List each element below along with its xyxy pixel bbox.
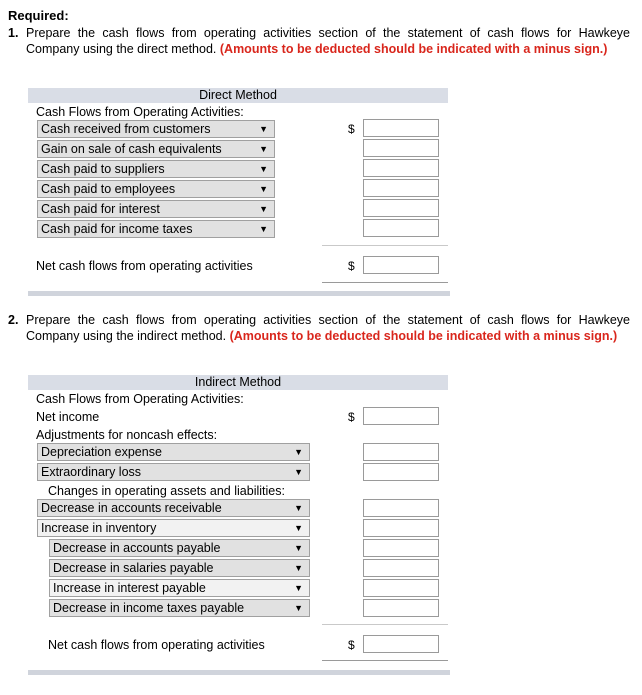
- liability-change-amount-input-1[interactable]: [363, 539, 439, 557]
- q1-select-1-value: Cash received from customers: [41, 122, 211, 136]
- q1-amount-input-5[interactable]: [363, 199, 439, 217]
- adjustment-select-2-value: Extraordinary loss: [41, 465, 142, 479]
- asset-change-select-2[interactable]: [37, 519, 310, 537]
- net-income-input[interactable]: [363, 407, 439, 425]
- liability-change-select-1[interactable]: [49, 539, 310, 557]
- q1-total-currency-sign: $: [348, 259, 355, 273]
- q1-select-6-value: Cash paid for income taxes: [41, 222, 193, 236]
- q1-amount-input-1[interactable]: [363, 119, 439, 137]
- chevron-down-icon: ▼: [259, 224, 268, 234]
- q1-currency-sign: $: [348, 122, 355, 136]
- q2-section-label: Cash Flows from Operating Activities:: [36, 392, 244, 406]
- chevron-down-icon: ▼: [259, 124, 268, 134]
- q2-instructions: [8, 312, 630, 344]
- net-income-currency-sign: $: [348, 410, 355, 424]
- liability-change-select-3-value: Increase in interest payable: [53, 581, 206, 595]
- q1-instructions: [8, 25, 630, 57]
- q2-total-rule: [322, 660, 448, 661]
- liability-change-select-2-value: Decrease in salaries payable: [53, 561, 214, 575]
- q1-total-input[interactable]: [363, 256, 439, 274]
- chevron-down-icon: ▼: [259, 184, 268, 194]
- adjustment-select-1[interactable]: [37, 443, 310, 461]
- adjustment-amount-input-2[interactable]: [363, 463, 439, 481]
- q1-select-5-value: Cash paid for interest: [41, 202, 160, 216]
- adjustment-select-1-value: Depreciation expense: [41, 445, 162, 459]
- chevron-down-icon: ▼: [294, 503, 303, 513]
- q1-number: 1.: [8, 26, 19, 40]
- liability-change-select-2[interactable]: [49, 559, 310, 577]
- asset-change-select-2-value: Increase in inventory: [41, 521, 157, 535]
- asset-change-select-1-value: Decrease in accounts receivable: [41, 501, 222, 515]
- q1-amount-input-4[interactable]: [363, 179, 439, 197]
- q2-total-input[interactable]: [363, 635, 439, 653]
- q1-total-label: Net cash flows from operating activities: [36, 259, 253, 273]
- q1-amount-input-6[interactable]: [363, 219, 439, 237]
- indirect-method-header: Indirect Method: [28, 375, 448, 390]
- direct-method-header: Direct Method: [28, 88, 448, 103]
- q1-select-3-value: Cash paid to suppliers: [41, 162, 165, 176]
- adjustment-amount-input-1[interactable]: [363, 443, 439, 461]
- q1-select-5[interactable]: [37, 200, 275, 218]
- q2-number: 2.: [8, 313, 19, 327]
- liability-change-amount-input-4[interactable]: [363, 599, 439, 617]
- q1-text: Prepare the cash flows from operating activities section of the statement of cash flows for Hawkeye Company using the direct method.: [26, 26, 630, 56]
- chevron-down-icon: ▼: [259, 164, 268, 174]
- chevron-down-icon: ▼: [294, 543, 303, 553]
- chevron-down-icon: ▼: [259, 144, 268, 154]
- liability-change-select-1-value: Decrease in accounts payable: [53, 541, 221, 555]
- q1-select-3[interactable]: [37, 160, 275, 178]
- asset-change-amount-input-2[interactable]: [363, 519, 439, 537]
- chevron-down-icon: ▼: [294, 523, 303, 533]
- changes-label: Changes in operating assets and liabilities:: [48, 484, 285, 498]
- q2-total-currency-sign: $: [348, 638, 355, 652]
- q1-amount-input-3[interactable]: [363, 159, 439, 177]
- q1-note: (Amounts to be deducted should be indicated with a minus sign.): [219, 42, 608, 56]
- adjustment-select-2[interactable]: [37, 463, 310, 481]
- q1-select-4[interactable]: [37, 180, 275, 198]
- q1-select-4-value: Cash paid to employees: [41, 182, 176, 196]
- q2-bottom-divider: [28, 670, 450, 675]
- q2-total-label: Net cash flows from operating activities: [48, 638, 265, 652]
- chevron-down-icon: ▼: [259, 204, 268, 214]
- liability-change-select-4[interactable]: [49, 599, 310, 617]
- q1-section-label: Cash Flows from Operating Activities:: [36, 105, 244, 119]
- liability-change-amount-input-3[interactable]: [363, 579, 439, 597]
- q2-text: Prepare the cash flows from operating activities section of the statement of cash flows for Hawkeye Company using the indirect method.: [26, 313, 630, 343]
- liability-change-amount-input-2[interactable]: [363, 559, 439, 577]
- asset-change-amount-input-1[interactable]: [363, 499, 439, 517]
- chevron-down-icon: ▼: [294, 603, 303, 613]
- chevron-down-icon: ▼: [294, 583, 303, 593]
- q2-note: (Amounts to be deducted should be indicated with a minus sign.): [229, 329, 618, 343]
- asset-change-select-1[interactable]: [37, 499, 310, 517]
- q1-select-6[interactable]: [37, 220, 275, 238]
- q1-subtotal-rule: [322, 245, 448, 246]
- q1-amount-input-2[interactable]: [363, 139, 439, 157]
- net-income-label: Net income: [36, 410, 100, 424]
- liability-change-select-3[interactable]: [49, 579, 310, 597]
- liability-change-select-4-value: Decrease in income taxes payable: [53, 601, 245, 615]
- chevron-down-icon: ▼: [294, 467, 303, 477]
- required-heading: Required:: [8, 8, 69, 23]
- chevron-down-icon: ▼: [294, 447, 303, 457]
- q1-select-2-value: Gain on sale of cash equivalents: [41, 142, 222, 156]
- adjustments-label: Adjustments for noncash effects:: [36, 428, 218, 442]
- q1-total-rule: [322, 282, 448, 283]
- chevron-down-icon: ▼: [294, 563, 303, 573]
- q1-select-1[interactable]: [37, 120, 275, 138]
- q2-subtotal-rule: [322, 624, 448, 625]
- q1-bottom-divider: [28, 291, 450, 296]
- q1-select-2[interactable]: [37, 140, 275, 158]
